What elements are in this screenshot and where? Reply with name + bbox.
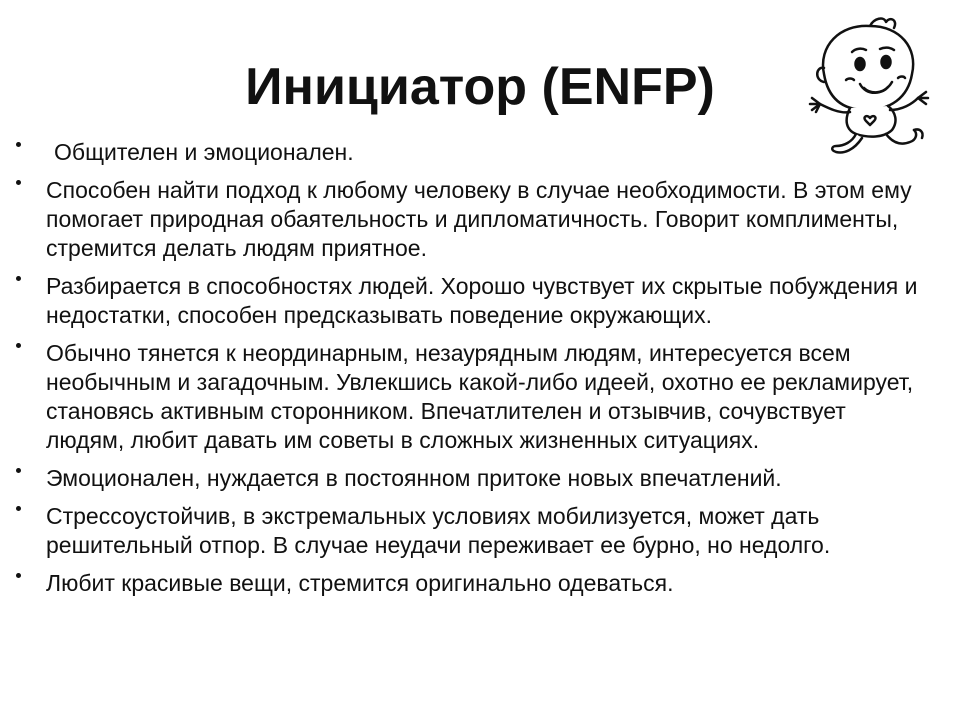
slide-title: Инициатор (ENFP): [245, 58, 715, 116]
bullet-marker: [16, 276, 21, 281]
bullet-text: Разбирается в способностях людей. Хорошо чувствует их скрытые побуждения и недостатки, способен предсказывать поведение окружающих.: [46, 273, 918, 328]
baby-cartoon-icon: [800, 12, 932, 158]
bullet-text: Способен найти подход к любому человеку в случае необходимости. В этом ему помогает природная обаятельность и дипломатичность. Говорит комплименты, стремится делать людям приятное.: [46, 177, 912, 261]
bullet-text: Эмоционален, нуждается в постоянном притоке новых впечатлений.: [46, 465, 782, 491]
bullet-item: [0, 502, 960, 560]
bullet-item: [0, 138, 960, 167]
bullet-item: [0, 464, 960, 493]
bullet-item: [0, 569, 960, 598]
bullet-item: [0, 339, 960, 455]
bullet-marker: [16, 468, 21, 473]
bullet-marker: [16, 180, 21, 185]
bullet-marker: [16, 573, 21, 578]
bullet-text: Обычно тянется к неординарным, незаурядным людям, интересуется всем необычным и загадочным. Увлекшись какой-либо идеей, охотно ее рекламирует, становясь активным сторонником. Впечатлителен и отзывчив, сочувствует людям, любит давать им советы в сложных жизненных ситуациях.: [46, 340, 914, 453]
bullet-marker: [16, 343, 21, 348]
bullet-marker: [16, 142, 21, 147]
bullet-list: [0, 138, 960, 607]
bullet-text: Любит красивые вещи, стремится оригинально одеваться.: [46, 570, 674, 596]
bullet-item: [0, 176, 960, 263]
bullet-marker: [16, 506, 21, 511]
bullet-item: [0, 272, 960, 330]
bullet-text: Стрессоустойчив, в экстремальных условиях мобилизуется, может дать решительный отпор. В случае неудачи переживает ее бурно, но недолго.: [46, 503, 831, 558]
bullet-text: Общителен и эмоционален.: [54, 139, 354, 165]
